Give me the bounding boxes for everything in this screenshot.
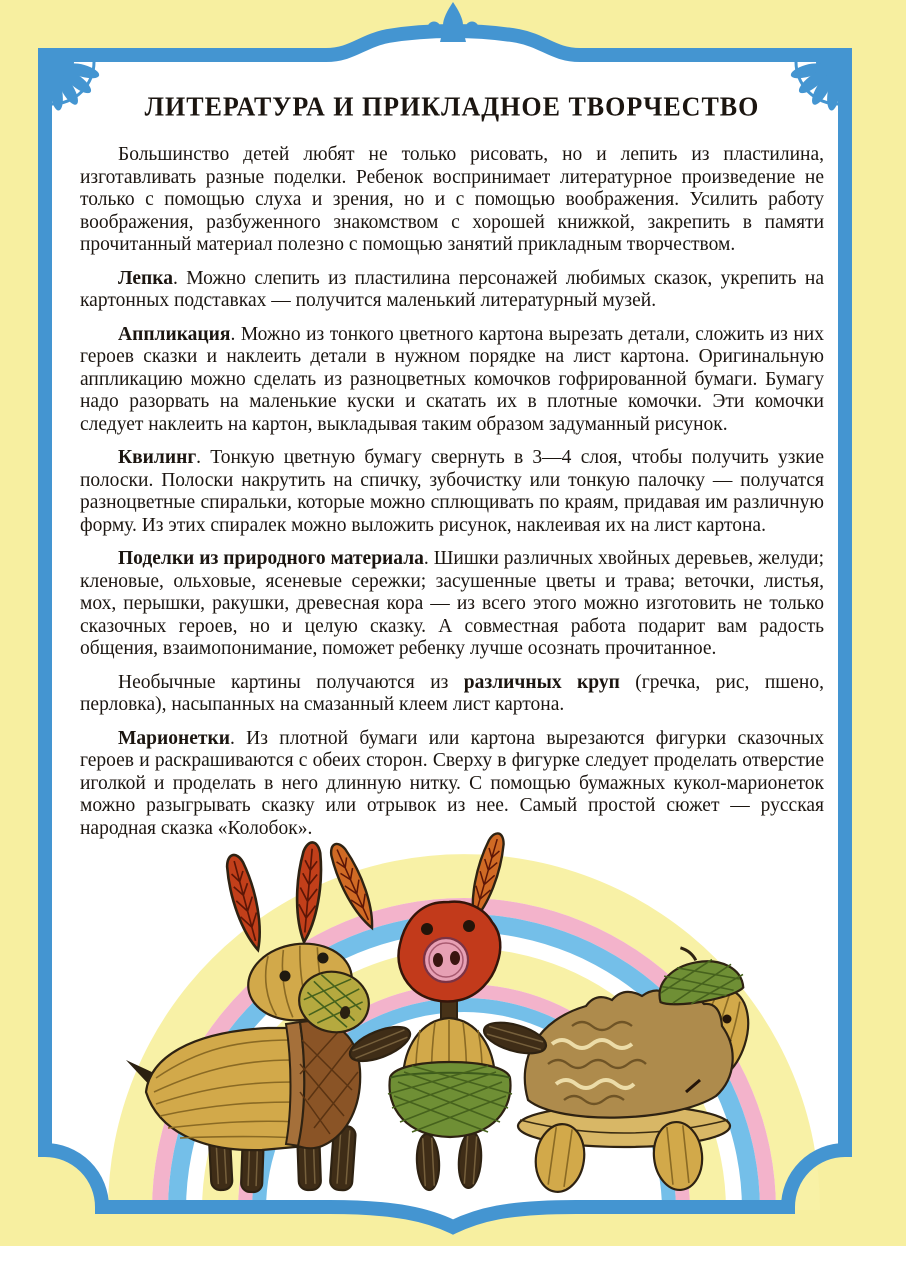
paragraph-lead-bold: Аппликация	[118, 323, 231, 345]
paragraph-text: . Шишки различных хвойных деревьев, желуди; кленовые, ольховые, ясеневые сережки; засушенные цветы и трава; веточки, листья, мох, перышки, ракушки, древесная кора — из всего этого можно изготовить не только сказочных героев, но и целую сказку. А совместная работа подарит вам радость общения, взаимопонимание, поможет ребенку лучше осознать прочитанное.	[80, 548, 824, 659]
paragraph-lead-bold: Лепка	[118, 267, 173, 289]
paragraph	[80, 728, 824, 841]
paragraph-text: . Можно из тонкого цветного картона вырезать детали, сложить из них героев сказки и наклеить детали в нужном порядке на лист картона. Оригинальную аппликацию можно сделать из разноцветных комочков гофрированной бумаги. Бумагу надо разорвать на маленькие куски и скатать их в плотные комочки. Эти комочки следует наклеить на картон, выкладывая таким образом задуманный рисунок.	[80, 323, 824, 435]
paragraph-text: Необычные картины получаются из	[118, 671, 464, 693]
paragraph	[80, 548, 824, 661]
paragraph	[80, 268, 824, 313]
paragraph-lead-bold: Квилинг	[118, 447, 197, 468]
paragraph-text: (гречка, рис, пшено, перловка), насыпанных на смазанный клеем лист картона.	[80, 671, 824, 715]
paragraph-text: . Из плотной бумаги или картона вырезаются фигурки сказочных героев и раскрашиваются с обеих сторон. Сверху в фигурке следует проделать отверстие иголкой и проделать в него длинную нитку. С помощью бумажных кукол-марионеток можно разыгрывать сказку или отрывок из нее. Самый простой сюжет — русская народная сказка «Колобок».	[80, 727, 824, 839]
paragraph-text: Большинство детей любят не только рисовать, но и лепить из пластилина, изготавливать разные поделки. Ребенок воспринимает литературное произведение не только с помощью слуха и зрения, но и с помощью воображения. Усилить работу воображения, разбуженного знакомством с хорошей книжкой, закрепить в памяти прочитанный материал полезно с помощью занятий прикладным творчеством.	[80, 144, 824, 255]
page-title: ЛИТЕРАТУРА И ПРИКЛАДНОЕ ТВОРЧЕСТВО	[144, 91, 760, 122]
paragraph-lead-bold: различных круп	[463, 671, 620, 693]
paragraph	[80, 447, 824, 537]
paragraph-lead-bold: Поделки из природного материала	[118, 548, 424, 569]
paragraph-text: . Тонкую цветную бумагу свернуть в 3—4 слоя, чтобы получить узкие полоски. Полоски накрутить на спичку, зубочистку или тонкую палочку — получатся разноцветные спиральки, которые можно сплющивать по краям, придавая им различную форму. Из этих спиралек можно выложить рисунок, наклеивая их на лист картона.	[80, 447, 824, 536]
paragraph-text: . Можно слепить из пластилина персонажей любимых сказок, укрепить на картонных подставках — получится маленький литературный музей.	[80, 267, 824, 311]
paragraph	[80, 324, 824, 437]
paragraph	[80, 672, 824, 717]
paragraph	[80, 144, 824, 257]
paragraph-lead-bold: Марионетки	[118, 727, 230, 749]
article-body	[80, 144, 824, 840]
article	[80, 86, 824, 851]
